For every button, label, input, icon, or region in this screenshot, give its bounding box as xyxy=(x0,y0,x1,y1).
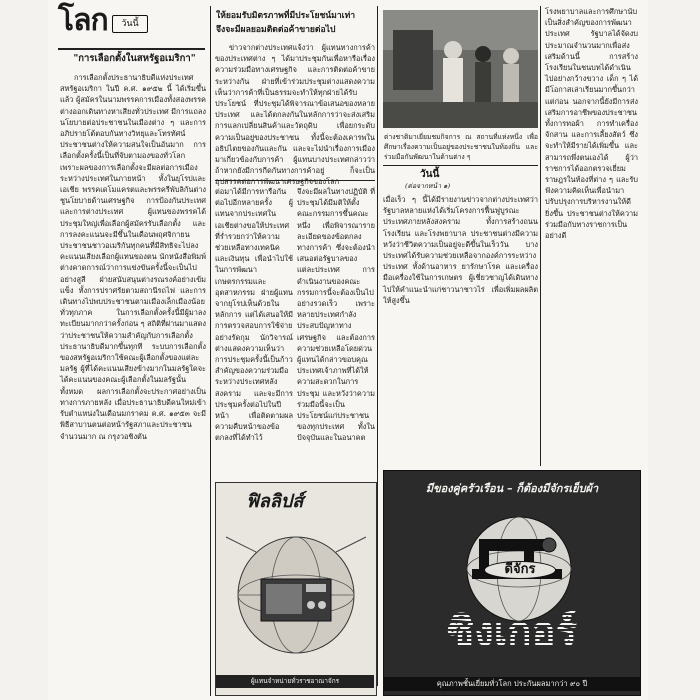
singer-ad-footer: คุณภาพชั้นเยี่ยมทั่วโลก ประกันผลมากว่า ๙๐ ปี xyxy=(384,677,640,691)
section-rule-2 xyxy=(383,165,538,166)
singer-ad-slogan: มีของคู่ครัวเรือน – ก็ต้องมีจักรเย็บผ้า xyxy=(425,482,599,495)
news-photo xyxy=(383,10,538,128)
radio-ad-footer: ผู้แทนจำหน่ายทั่วราชอาณาจักร xyxy=(216,675,374,688)
sewing-machine-advertisement xyxy=(383,470,641,696)
col2-body: ข่าวจากต่างประเทศแจ้งว่า ผู้แทนทางการค้าของประเทศต่าง ๆ ได้มาประชุมกันเพื่อหารือเรื่องความร่วมมือทางเศรษฐกิจ และการติดต่อค้าขายระหว่างกัน ฝ่ายที่เข้าร่วมประชุมต่างแสดงความเห็นว่าการค้าที่เป็นธรรมจะทำให้ทุกฝ่ายได้รับประโยชน์ ที่ประชุมได้พิจารณาข้อเสนอของหลายประเทศ และได้ตกลงกันในหลักการว่าจะส่งเสริมการแลกเปลี่ยนสินค้าและวัตถุดิบ เพื่อยกระดับความเป็นอยู่ของประชาชน ทั้งนี้จะต้องเคารพในอธิปไตยของกันและกัน และจะไม่นำเรื่องการเมืองมาเกี่ยวข้องกับการค้า ผู้แทนบางประเทศกล่าวว่า ถ้าหากยังมีการกีดกันทางการค้าอยู่ ก็จะเป็นอุปสรรคต่อการพัฒนาเศรษฐกิจของโลก xyxy=(215,43,375,187)
crowd-photo-image xyxy=(383,10,538,128)
col1-body: การเลือกตั้งประธานาธิบดีแห่งประเทศสหรัฐอเมริกา ในปี ค.ศ. ๑๙๕๒ นี้ ได้เริ่มขึ้นแล้ว ผู้สมัครในนามพรรคการเมืองทั้งสองพรรคต่างออกเดินทางหาเสียงทั่วประเทศ มีการแถลงนโยบายต่อประชาชนในเมืองต่าง ๆ และการอภิปรายโต้ตอบกันทางวิทยุและโทรทัศน์ ประชาชนต่างให้ความสนใจเป็นอันมาก การเลือกตั้งครั้งนี้เป็นที่จับตามองของทั่วโลก เพราะผลของการเลือกตั้งจะมีผลต่อการเมืองระหว่างประเทศในภายหน้า ทั้งในยุโรปและเอเชีย พรรคเดโมแครตและพรรครีพับลิกันต่างชูนโยบายด้านเศรษฐกิจ การป้องกันประเทศ และการต่างประเทศ ผู้แทนของพรรคได้ประชุมใหญ่เพื่อเลือกผู้สมัครรับเลือกตั้ง และการลงคะแนนจะมีขึ้นในเดือนพฤศจิกายน ประชาชนชาวอเมริกันทุกคนที่มีสิทธิจะไปลงคะแนนเสียงเลือกผู้แทนของตน นักหนังสือพิมพ์ต่างคาดการณ์ว่าการแข่งขันครั้งนี้จะเป็นไปอย่างสูสี ฝ่ายสนับสนุนต่างรณรงค์อย่างเข้มแข็ง ทั้งการปราศรัยตามสถานีรถไฟ และการเดินทางไปพบประชาชนตามเมืองเล็กเมืองน้อยทั่วทุกภาค ในการเลือกตั้งครั้งนี้มีผู้มาลงทะเบียนมากกว่าครั้งก่อน ๆ สถิติที่ผ่านมาแสดงว่าประชาชนให้ความสำคัญกับการเลือกตั้งประธานาธิบดีมากขึ้นทุกที ระบบการเลือกตั้งของสหรัฐอเมริกาใช้คณะผู้เลือกตั้งของแต่ละมลรัฐ ผู้ที่ได้คะแนนเสียงข้างมากในมลรัฐใดจะได้คะแนนของคณะผู้เลือกตั้งในมลรัฐนั้นทั้งหมด ผลการเลือกตั้งจะประกาศอย่างเป็นทางการภายหลัง เมื่อประธานาธิบดีคนใหม่เข้ารับตำแหน่งในเดือนมกราคม ค.ศ. ๑๙๕๓ จะมีพิธีสาบานตนต่อหน้ารัฐสภาและประชาชนจำนวนมาก ณ กรุงวอชิงตัน xyxy=(60,73,206,441)
col1-heading: "การเลือกตั้งในสหรัฐอเมริกา" xyxy=(73,53,196,64)
singer-ad-brand: ซิงเกอร์ xyxy=(392,603,632,661)
masthead xyxy=(58,4,148,40)
col2-heading-line1: ให้ยอมรับมิตรภาพที่มีประโยชน์มาเท่า xyxy=(216,11,356,21)
masthead-subtitle: วันนี้ xyxy=(112,15,148,33)
column-rule-1 xyxy=(210,6,211,696)
photo-caption: ต่างชาติมาเยี่ยมชมกิจการ ณ สถานที่แห่งหนึ่ง เพื่อศึกษาเรื่องความเป็นอยู่ของประชาชนในท้องถิ่น และร่วมมือกันพัฒนาในด้านต่าง ๆ xyxy=(384,133,538,161)
singer-ad-badge: ดีจักร xyxy=(484,561,556,579)
col4-heading: วันนี้ xyxy=(420,169,440,180)
column-rule-3 xyxy=(540,6,541,466)
radio-ad-title: ฟิลลิปส์ xyxy=(246,491,304,512)
col2b-body: ต่อมาได้มีการหารือกันต่อไปอีกหลายครั้ง ผู้แทนจากประเทศในเอเชียต่างขอให้ประเทศที่ร่ำรวยกว่าให้ความช่วยเหลือทางเทคนิคและเงินทุน เพื่อนำไปใช้ในการพัฒนาเกษตรกรรมและอุตสาหกรรม ฝ่ายผู้แทนจากยุโรปเห็นด้วยในหลักการ แต่ได้เสนอให้มีการตรวจสอบการใช้จ่ายอย่างรัดกุม นักวิจารณ์ต่างแสดงความเห็นว่า การประชุมครั้งนี้เป็นก้าวสำคัญของความร่วมมือระหว่างประเทศหลังสงคราม และจะมีการประชุมครั้งต่อไปในปีหน้า เพื่อติดตามผลความคืบหน้าของข้อตกลงที่ได้ทำไว้ xyxy=(215,187,293,443)
globe-radio-illustration xyxy=(216,517,374,667)
top-rule xyxy=(58,48,205,50)
col4-body: เมื่อเร็ว ๆ นี้ได้มีรายงานข่าวจากต่างประเทศว่า รัฐบาลหลายแห่งได้เริ่มโครงการฟื้นฟูบูรณะประเทศภายหลังสงคราม ทั้งการสร้างถนน โรงเรียน และโรงพยาบาล ประชาชนต่างมีความหวังว่าชีวิตความเป็นอยู่จะดีขึ้นในเร็ววัน บางประเทศได้รับความช่วยเหลือจากองค์การระหว่างประเทศ ทั้งด้านอาหาร ยารักษาโรค และเครื่องมือเครื่องใช้ในการเกษตร ผู้เชี่ยวชาญได้เดินทางไปให้คำแนะนำแก่ชาวนาชาวไร่ เพื่อเพิ่มผลผลิตให้สูงขึ้น xyxy=(383,195,538,305)
masthead-title: โลก xyxy=(58,3,108,38)
col3-body: จึงจะมีผลในทางปฏิบัติ ที่ประชุมได้มีมติให้ตั้งคณะกรรมการขึ้นคณะหนึ่ง เพื่อพิจารณารายละเอียดของข้อตกลงทางการค้า ซึ่งจะต้องนำเสนอต่อรัฐบาลของแต่ละประเทศ การดำเนินงานของคณะกรรมการนี้จะต้องเป็นไปอย่างรวดเร็ว เพราะหลายประเทศกำลังประสบปัญหาทางเศรษฐกิจ และต้องการความช่วยเหลือโดยด่วน ผู้แทนได้กล่าวขอบคุณประเทศเจ้าภาพที่ได้ให้ความสะดวกในการประชุม และหวังว่าความร่วมมือนี้จะเป็นประโยชน์แก่ประชาชนของทุกประเทศ ทั้งในปัจจุบันและในอนาคต xyxy=(297,187,375,443)
col2-heading-line2: จึงจะมีผลยอมติดต่อค้าขายต่อไป xyxy=(216,25,336,35)
col5-body: โรงพยาบาลและการศึกษานับเป็นสิ่งสำคัญของการพัฒนาประเทศ รัฐบาลได้จัดงบประมาณจำนวนมากเพื่อส่งเสริมด้านนี้ การสร้างโรงเรียนในชนบทได้ดำเนินไปอย่างกว้างขวาง เด็ก ๆ ได้มีโอกาสเล่าเรียนมากขึ้นกว่าแต่ก่อน นอกจากนี้ยังมีการส่งเสริมการอาชีพของประชาชน ทั้งการทอผ้า การทำเครื่องจักสาน และการเลี้ยงสัตว์ ซึ่งจะทำให้มีรายได้เพิ่มขึ้น และสามารถพึ่งตนเองได้ ผู้ว่าราชการได้ออกตรวจเยี่ยมราษฎรในท้องที่ต่าง ๆ และรับฟังความคิดเห็นเพื่อนำมาปรับปรุงการบริหารงานให้ดียิ่งขึ้น ประชาชนต่างให้ความร่วมมือกับทางราชการเป็นอย่างดี xyxy=(545,7,638,241)
col4-subheading: (ต่อจากหน้า ๑) xyxy=(405,182,451,190)
radio-advertisement xyxy=(215,482,377,696)
column-rule-2 xyxy=(377,6,378,686)
